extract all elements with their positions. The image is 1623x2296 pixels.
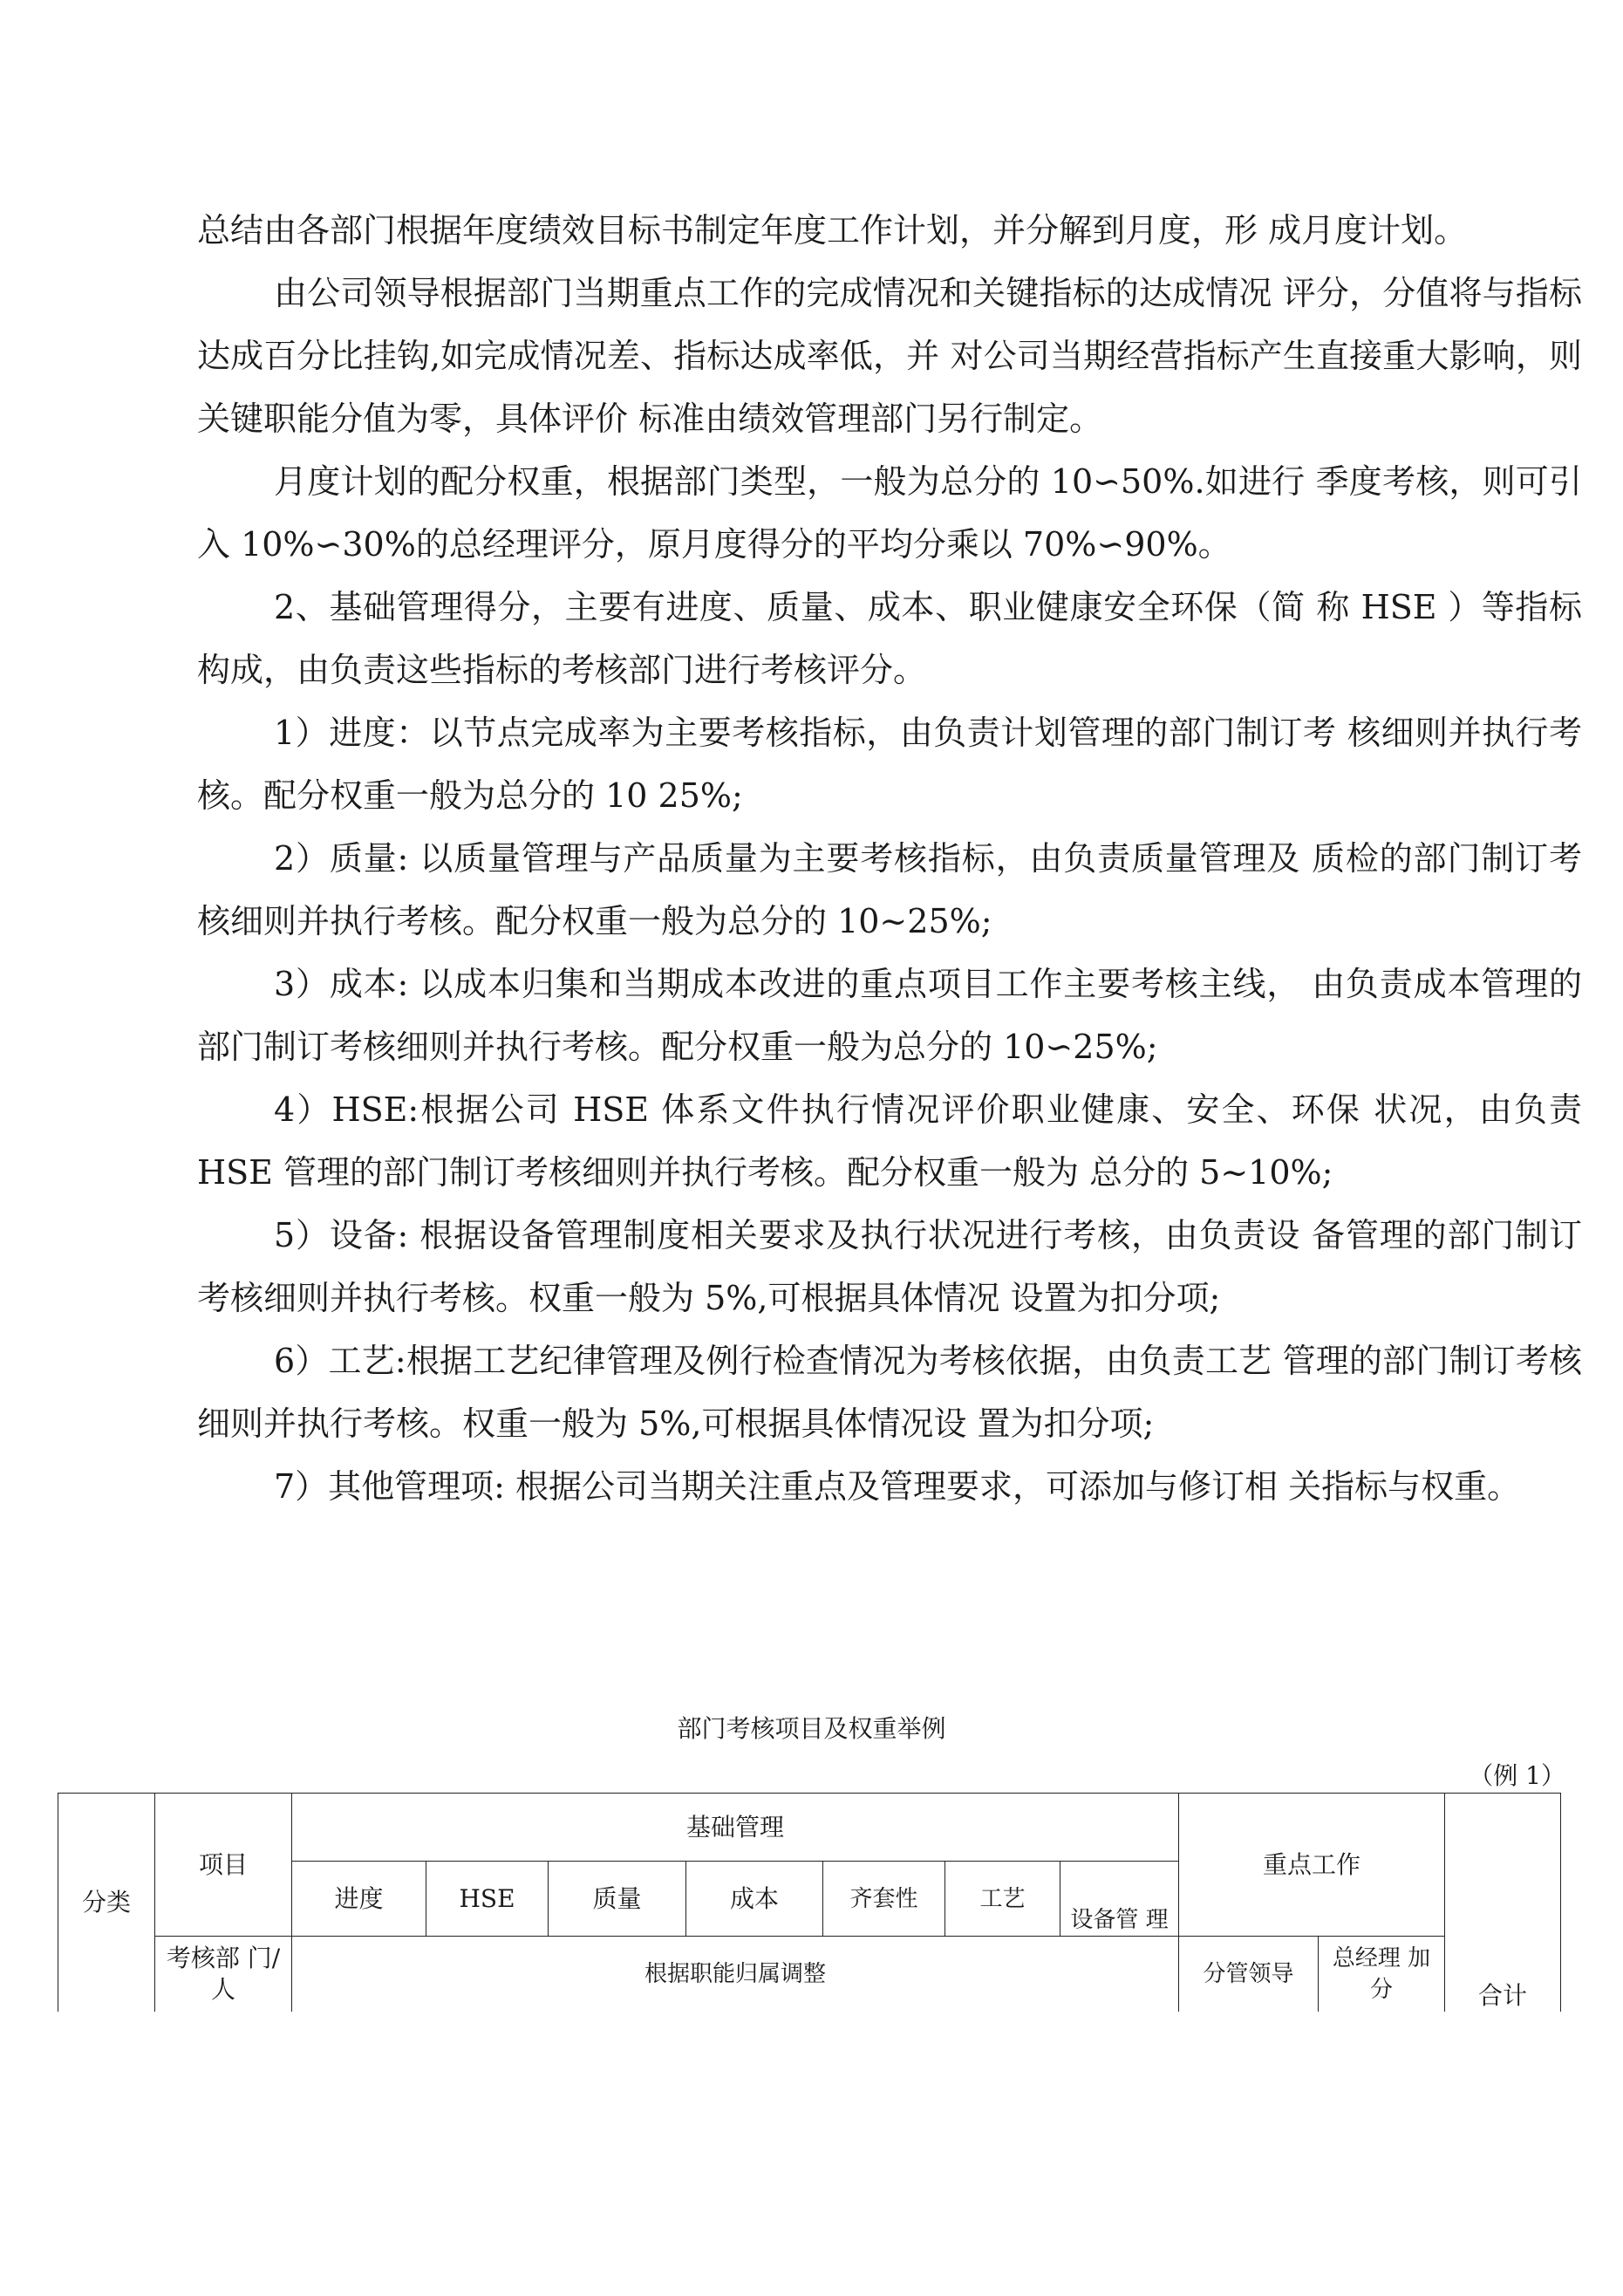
assess-dept-cell: 考核部 门/人 (155, 1937, 292, 2012)
basic-management-header: 基础管理 (292, 1794, 1179, 1862)
column-cost: 成本 (686, 1862, 823, 1937)
column-quality: 质量 (549, 1862, 686, 1937)
column-progress: 进度 (292, 1862, 426, 1937)
paragraph-2: 由公司领导根据部门当期重点工作的完成情况和关键指标的达成情况 评分，分值将与指标达成百分比挂钩,如完成情况差、指标达成率低，并 对公司当期经营指标产生直接重大影响，则关键职能分值为零，具体评价 标准由绩效管理部门另行制定。 (197, 274, 1582, 438)
assessment-table (58, 1793, 1561, 2012)
key-work-header: 重点工作 (1179, 1794, 1445, 1937)
paragraph-3: 月度计划的配分权重，根据部门类型，一般为总分的 10∽50%.如进行 季度考核，则可引入 10%∽30%的总经理评分，原月度得分的平均分乘以 70%∽90%。 (197, 462, 1582, 564)
paragraph-8: 4）HSE:根据公司 HSE 体系文件执行情况评价职业健康、安全、环保 状况，由负责 HSE 管理的部门制订考核细则并执行考核。配分权重一般为 总分的 5~10%; (197, 1090, 1582, 1192)
adjust-note-cell: 根据职能归属调整 (292, 1937, 1179, 2012)
category-header: 分类 (58, 1794, 155, 2012)
table-caption: 部门考核项目及权重举例 (677, 1714, 946, 1743)
total-header: 合计 (1445, 1794, 1561, 2012)
paragraph-11: 7）其他管理项: 根据公司当期关注重点及管理要求，可添加与修订相 关指标与权重。 (274, 1467, 1521, 1506)
paragraph-4: 2、基础管理得分，主要有进度、质量、成本、职业健康安全环保（简 称 HSE ）等指标构成，由负责这些指标的考核部门进行考核评分。 (197, 588, 1582, 689)
paragraph-10: 6）工艺:根据工艺纪律管理及例行检查情况为考核依据，由负责工艺 管理的部门制订考核细则并执行考核。权重一般为 5%,可根据具体情况设 置为扣分项; (197, 1342, 1582, 1443)
paragraph-6: 2）质量: 以质量管理与产品质量为主要考核指标，由负责质量管理及 质检的部门制订考核细则并执行考核。配分权重一般为总分的 10~25%; (197, 839, 1582, 940)
column-equipment: 设备管 理 (1060, 1862, 1179, 1937)
paragraph-1: 总结由各部门根据年度绩效目标书制定年度工作计划，并分解到月度，形 成月度计划。 (197, 211, 1468, 249)
paragraph-5: 1）进度：以节点完成率为主要考核指标，由负责计划管理的部门制订考 核细则并执行考核。配分权重一般为总分的 10 25%; (197, 714, 1582, 815)
paragraph-7: 3）成本: 以成本归集和当期成本改进的重点项目工作主要考核主线， 由负责成本管理的部门制订考核细则并执行考核。配分权重一般为总分的 10∽25%; (197, 965, 1582, 1066)
column-hse: HSE (426, 1862, 549, 1937)
gm-bonus-cell: 总经理 加分 (1319, 1937, 1445, 2012)
supervising-leader-cell: 分管领导 (1179, 1937, 1319, 2012)
paragraph-9: 5）设备: 根据设备管理制度相关要求及执行状况进行考核，由负责设 备管理的部门制订考核细则并执行考核。权重一般为 5%,可根据具体情况 设置为扣分项; (197, 1216, 1582, 1317)
item-header: 项目 (155, 1794, 292, 1937)
example-note: （例 1） (1469, 1761, 1565, 1790)
column-completeness: 齐套性 (823, 1862, 945, 1937)
column-process: 工艺 (945, 1862, 1060, 1937)
